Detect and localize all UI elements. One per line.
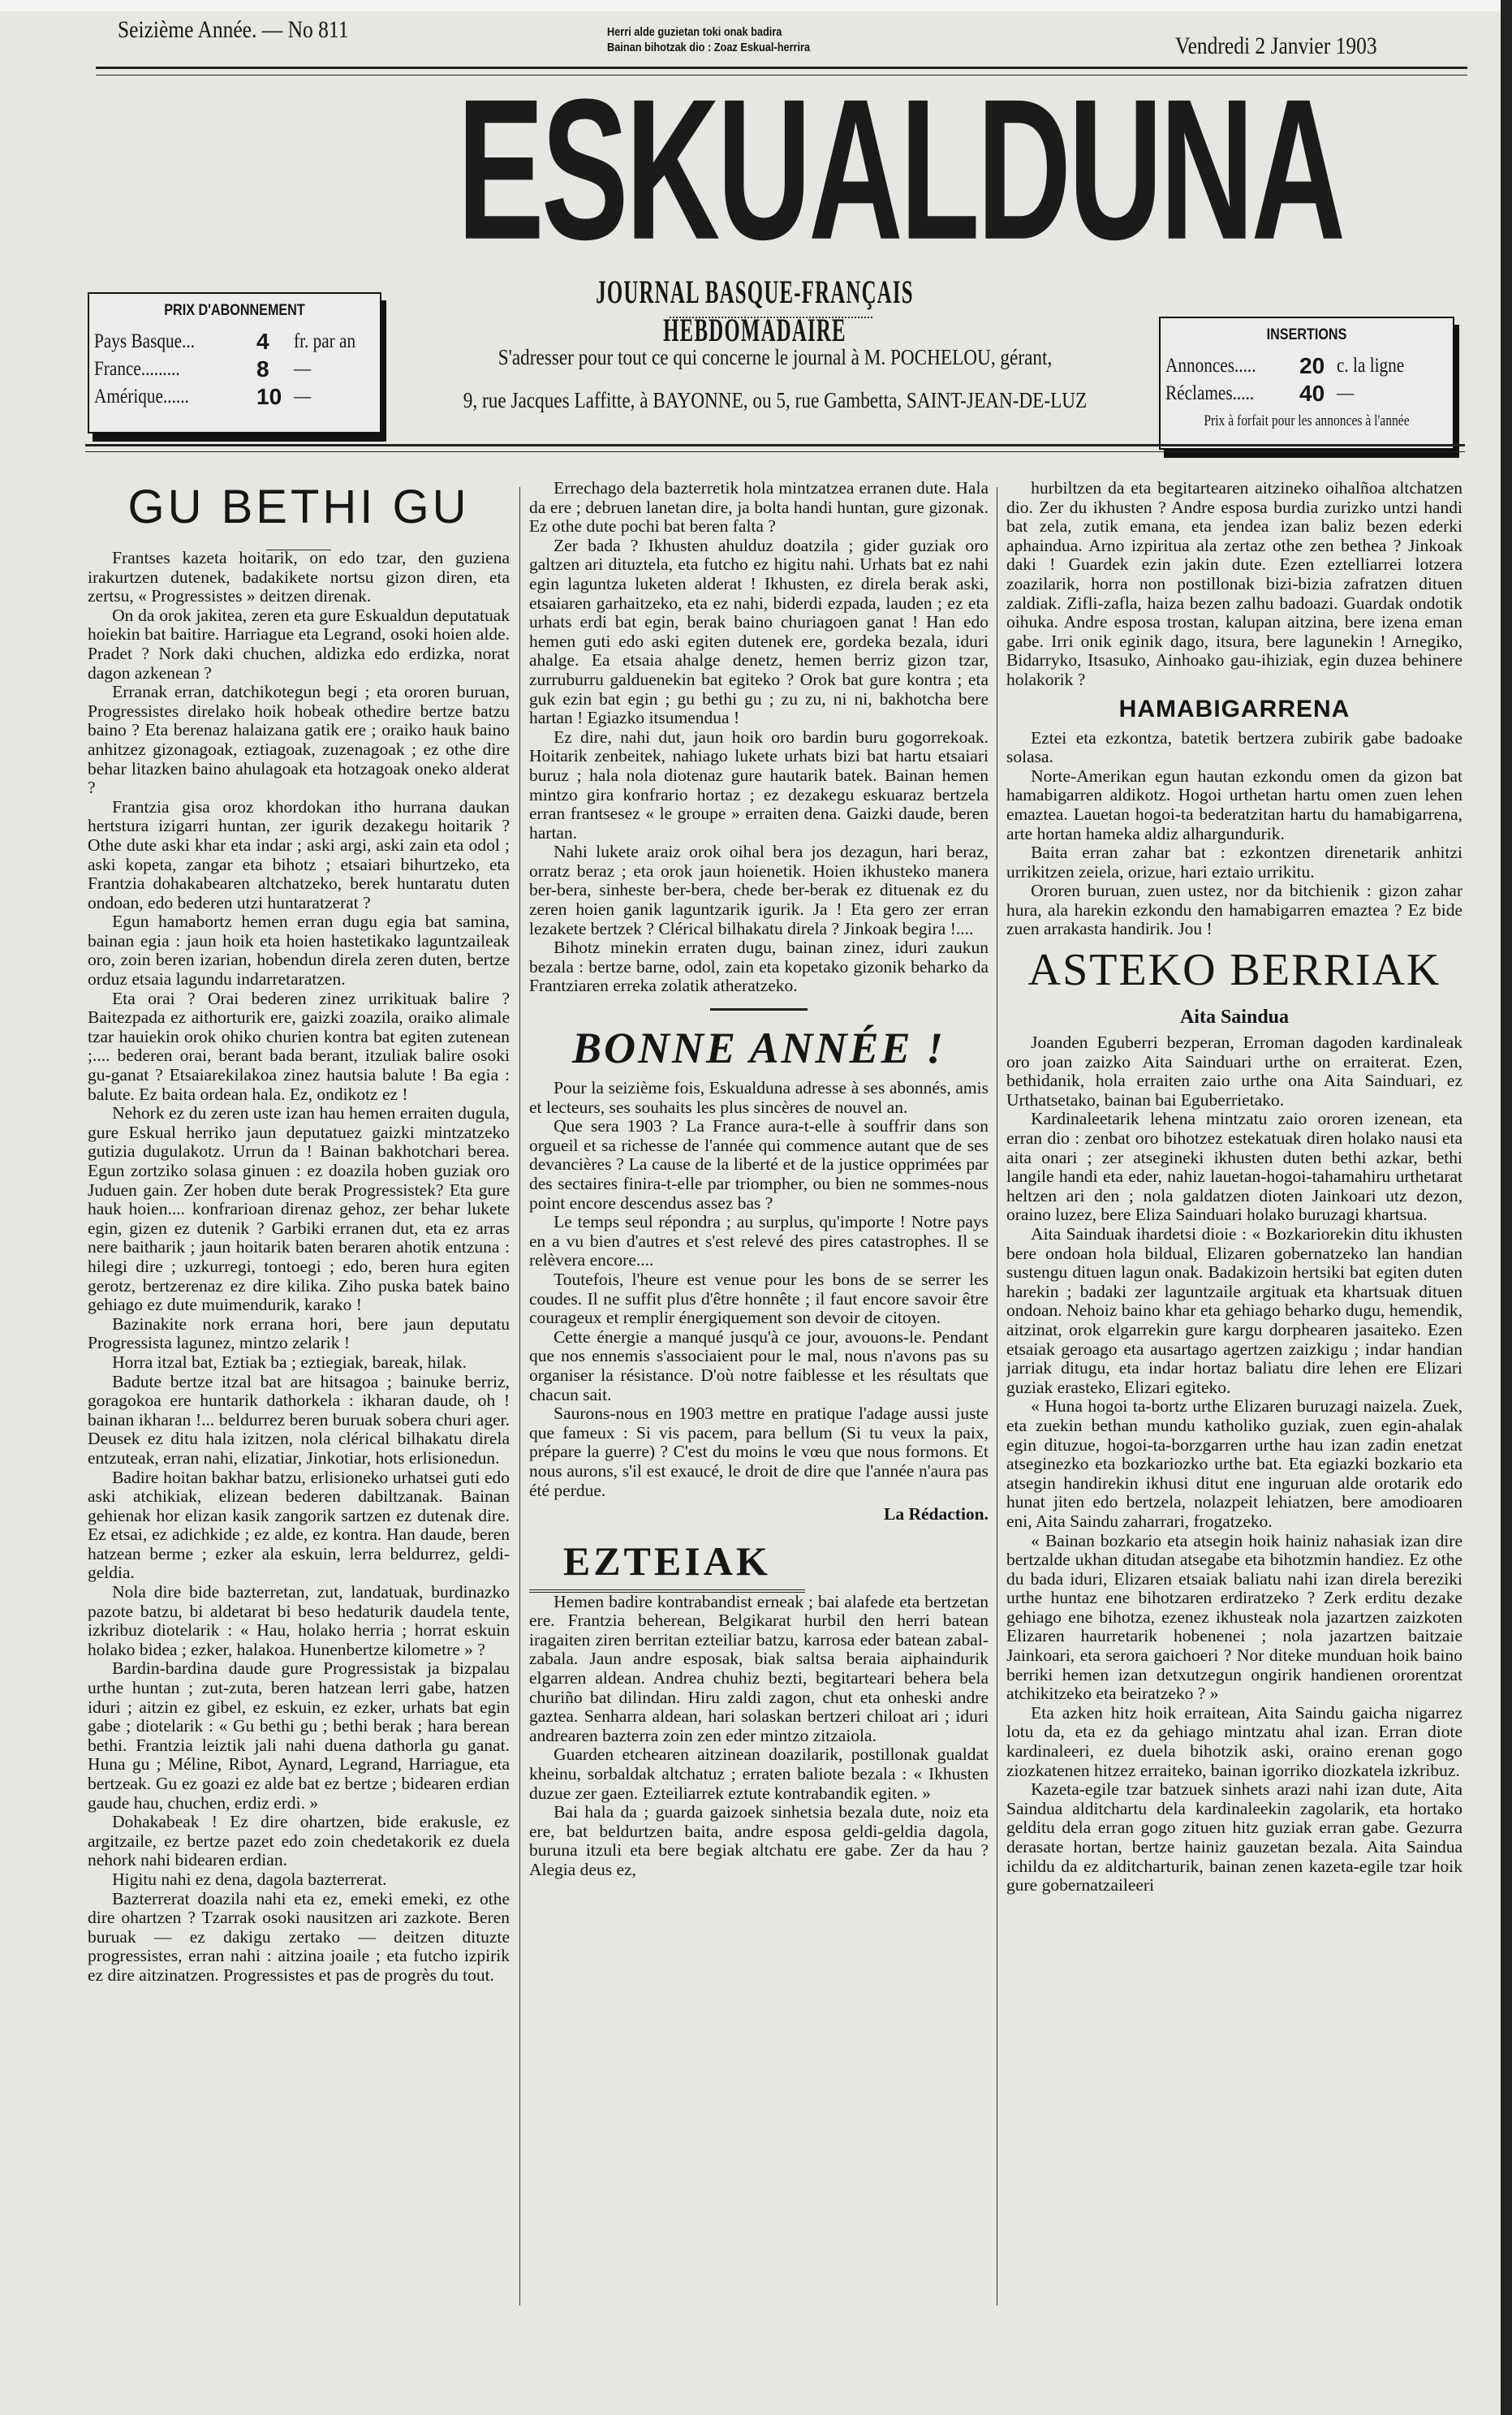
insertions-row [1161, 380, 1453, 408]
row-unit: — [1337, 382, 1355, 404]
header-bottom-rule [85, 451, 1465, 452]
article-heading: BONNE ANNÉE ! [571, 1024, 946, 1073]
article-paragraph: Frantses kazeta hoitarik, on edo tzar, den guziena irakurtzen dutenek, badakikete nortsu gizon diren, eta zertsu, « Progressistes » deitzen direnak. [88, 548, 510, 606]
row-value: 8 [256, 356, 269, 382]
article-paragraph: Kazeta-egile tzar batzuek sinhets arazi nahi izan dute, Aita Saindua alditchartu dela kardinaleekin zagolarik, eta hortako gelditu dela erran gogo zituen hitz guziak erran gabe. Gezurra derasate hortan, bertze hainiz gauzetan bezala. Aita Saindua ichildu da ez alditcharturik, bainan zenen kazeta-egile tzar hoik gure gobernatzaileeri [1006, 1779, 1462, 1895]
motto-line-1: Herri alde guzietan toki onak badira [607, 25, 782, 39]
article-paragraph: Ez dire, nahi dut, jaun hoik oro bardin buru gogorrekoak. Hoitarik zenbeitek, nahiago lukete urhats bizi bat hartu etsaiari buruz ; hala nola diotenaz gure hautarik batek. Bainan hemen mintzo gira konfrario hortaz ; ez dezakegu eskuaraz bertzela erran frantsesez « le groupe » erraiten dena. Gaizki daude, beren hartan. [529, 727, 989, 843]
article-paragraph: On da orok jakitea, zeren eta gure Eskualdun deputatuak hoiekin bat baitire. Harriague eta Legrand, osoki hoien alde. Pradet ? Nork daki chuchen, aldizka edo erdizka, norat dagon azkenean ? [88, 605, 510, 683]
column-divider [519, 487, 520, 2305]
article-paragraph: Higitu nahi ez dena, dagola bazterrerat. [112, 1869, 387, 1889]
article-paragraph: Toutefois, l'heure est venue pour les bons de se serrer les coudes. Il ne suffit plus d'être honnête ; il faut encore savoir être courageux et remplir énergiquement son devoir de citoyen. [529, 1269, 989, 1328]
row-unit: c. la ligne [1337, 355, 1405, 377]
row-unit: fr. par an [294, 330, 356, 352]
article-paragraph: hurbiltzen da eta begitartearen aitzineko oihalñoa altchatzen dio. Zer du ikhusten ? Andre esposa burdia zurizko untzi handi bat zela, zutik emana, eta jendea izan baliz bezen ederki aphaindua. Arno izpiritua ala zertaz othe zen bethea ? Jinkoak daki ! Guardek ezin jakin dute. Ezen eztelliarrei lotzera zoazilarik, horra non postillonak bizi-bizia zafratzen dituen zaldiak. Zifli-zafla, haiza bezen zalhu badoazi. Guardak ondotik oihuka. Andre esposa trostan, kalupan aitzina, bere izena eman gabe. Irri onik eginik dago, itsura, bere lagunekin ! Arnegiko, Bidarryko, Itsasuko, Ainhoako gau-ihiziak, egin duzea behinere holakorik ? [1006, 479, 1462, 689]
row-unit: — [294, 358, 312, 380]
article-paragraph: Le temps seul répondra ; au surplus, qu'importe ! Notre pays en a vu bien d'autres et s'est relevé des pires catastrophes. Il se relèvera encore.... [529, 1212, 989, 1270]
insertions-box [1159, 317, 1454, 450]
ornamental-divider [88, 536, 510, 549]
scan-border-right [1501, 0, 1512, 2415]
row-label: Annonces..... [1165, 355, 1256, 377]
article-paragraph: Eta azken hitz hoik erraitean, Aita Saindu gaicha nigarrez lotu da, eta ez da gehiago mintzatu ahal izan. Erran diote kardinaleeri, ez duela bihotzik aski, oraino erenan gogo ziozkatenen hitzez erraiteko, bainan igorriko diozkatela izkribuz. [1006, 1702, 1462, 1780]
squiggle-divider [670, 317, 872, 318]
article-paragraph: Nola dire bide bazterretan, zut, landatuak, burdinazko pazote batzu, bi aldetarat bi beso hedaturik daudela tente, izkribuz diotelarik : « Hau, holako herria ; horrat eskuin holako bidea ; ezker, halakoa. Hunenbertze kilometre » ? [88, 1582, 510, 1659]
signature: La Rédaction. [884, 1504, 989, 1524]
subscription-row [89, 356, 380, 383]
row-value: 20 [1299, 353, 1325, 378]
article-paragraph: Norte-Amerikan egun hautan ezkondu omen da gizon bat hamabigarren aldikotz. Hogoi urthetan hartu omen zuen lehen emaztea. Lauetan hogoi-ta bederatzitan hartu du hamabigarrena, arte hortan hameka aldiz alhargundurik. [1006, 765, 1462, 843]
article-paragraph: Eztei eta ezkontza, batetik bertzera zubirik gabe badoake solasa. [1006, 727, 1462, 767]
article-paragraph: Eta orai ? Orai bederen zinez urrikituak balire ? Baitezpada ez aithorturik ere, gaizki zoazila, oraiko alimale tzar hauiekin orok ohiko churien kontra bat egiten zutenean ;.... bederen orai, berant bada berant, itzuliak balire osoki gu-ganat ? Etsaiarekilakoa zinez hautsia balute ! Ba egia : balute. Ez baita ordean hala. Ez, ondikotz ez ! [88, 988, 510, 1104]
article-paragraph: Saurons-nous en 1903 mettre en pratique l'adage aussi juste que fameux : Si vis pacem, para bellum (Si tu veux la paix, prépare la guerre) ? C'est du moins le vœu que nous formons. Et nous aurons, s'il est exaucé, le droit de dire que l'année n'aura pas été perdue. [529, 1404, 989, 1500]
header-bottom-rule [85, 444, 1465, 446]
divider-rule [710, 1008, 808, 1011]
article-paragraph: Pour la seizième fois, Eskualduna adresse à ses abonnés, amis et lecteurs, ses souhaits les plus sincères de nouvel an. [529, 1078, 989, 1117]
article-paragraph: Bai hala da ; guarda gaizoek sinhetsia bezala dute, noiz eta ere, bat beldurtzen baita, andre esposa geldi-geldia dagola, buruna itzuli eta bere begiak altchatu ere gabe. Zer da hau ? Alegia deus ez, [529, 1802, 989, 1879]
row-label: France......... [94, 358, 180, 380]
row-label: Pays Basque... [94, 330, 195, 352]
column-2 [529, 479, 989, 2315]
subscription-title: PRIX D'ABONNEMENT [164, 302, 305, 319]
article-paragraph: Joanden Eguberri bezperan, Erroman dagoden kardinaleak oro joan zaizko Aita Sainduari urthe on erraiterat. Ezen, bethidanik, hola erraiten zaio urthe ona Aita Sainduari, ez Urthatsetako, bainan bai Eguberrietako. [1006, 1033, 1462, 1110]
article-paragraph: Hemen badire kontrabandist erneak ; bai alafede eta bertzetan ere. Frantzia beherean, Belgikarat hurbil den herri batean iragaiten ziren berritan ezteiliar batzu, karrosa eder batean zabal-zabala. Jaun andre esposak, biak saltsa beraia aiphaindurik elgarren aldean. Andrea chuhiz bezti, begitarteari behera bela churiño bat dilindan. Hiru zaldi zagon, chut eta onheski andre gaztea. Senharra aldean, hari solaskan bertzeri chiloat ari ; iduri andrearen bazterra zoin zen eder mintzo zitzaiola. [529, 1591, 989, 1745]
row-value: 4 [256, 329, 269, 354]
row-unit: — [294, 386, 312, 408]
article-heading: ASTEKO BERRIAK [1027, 945, 1441, 996]
article-paragraph: Que sera 1903 ? La France aura-t-elle à souffrir dans son orgueil et sa richesse de l'année qui commence autant que de ses devancières ? La cause de la liberté et de la justice opprimées par des sectaires finira-t-elle par triompher, ou bien ne sommes-nous point encore descendus assez bas ? [529, 1116, 989, 1213]
insertions-row [1161, 352, 1453, 380]
article-paragraph: Aita Sainduak ihardetsi dioie : « Bozkariorekin ditu ikhusten bere ondoan hola bildual, Elizaren gobernatzeko lan handian sustengu dituen lagun onak. Badakizoin hertsiki bat egiten duten harekin ; badaki zer laguntzaile argituak eta khartsuak dituen ondoan. Nehoiz baino khar eta gehiago beharko dugu, hemendik, aitzinat, orok elgarrekin gure kargu dorphearen jasaiteko. Ezen etsaiak geroago eta ausartago agertzen zaizkigu ; indar handian jarriak ditugu, eta indar hortaz baliatu dire lehen ere Elizari guziak erasteko, Elizari egiteko. [1006, 1224, 1462, 1397]
issue-date: Vendredi 2 Janvier 1903 [1175, 32, 1377, 59]
article-paragraph: Bazterrerat doazila nahi eta ez, emeki emeki, ez othe dire ohartzen ? Tzarrak osoki nausitzen ari zazkote. Beren buruak — ez dakigu zertako — deitzen dituzte progressistes, erran nahi : aitzina joaile ; eta futcho izpirik ez dire aitzinatzen. Progressistes et pas de progrès du tout. [88, 1888, 510, 1985]
article-paragraph: Zer bada ? Ikhusten ahulduz doatzila ; gider guziak oro galtzen ari dituztela, eta futcho ez higitu nahi. Urhats bat ez nahi egin laguntza luketen alderat ! Ikhusten, ez direla berak aski, etsaiaren garhaitzeko, eta ez nahi, biderdi ezpada, lauden ; ez eta urhats erdi bat egin, berak baino churiagoen ganat ! Han edo hemen guti edo aski egiten dutenek ere, gordeka bezala, iduri ahalge. Ea etsaia ahalge denetz, hemen berriz gizon tzar, zurruburru galduenekin bat egiteko ? Orok bat gure kontra ; eta guk ezin bat egin ; gu bethi gu ; zu zu, ni ni, bakhotcha bere hartan ! Egiazko itsumendua ! [529, 535, 989, 728]
article-paragraph: « Huna hogoi ta-bortz urthe Elizaren buruzagi naizela. Zuek, eta zuekin bethan mundu katholiko guziak, zuen egin-ahalak egin dituzue, hogoi-ta-borzgarren urthe hau izan zadin enetzat atseginezko eta bozkariozko urthe bat. Eta egiazki bozkario eta atsegin handirekin ikhusi ditut ene inguruan alde orotarik edo hunat jiten edo bertzela, nolazpeit lehiatzen, bere amodioaren eni, Aita Saindu zaharrari, frogatzeko. [1006, 1396, 1462, 1531]
subscription-row [89, 383, 380, 411]
article-paragraph: Frantzia gisa oroz khordokan itho hurrana daukan hertstura izigarri huntan, zer igurik dezakegu hoitarik ? Othe dute aski khar eta indar ; aski argi, aski zain eta odol ; aski kopeta, zangar eta bihotz ; etsaiari bihurtzeko, eta Frantzia dohakabearen altchatzeko, berek huntaratu duten ondoan, edo bederen utzi huntaratzerat ? [88, 796, 510, 912]
article-paragraph: Egun hamabortz hemen erran dugu egia bat samina, bainan egia : jaun hoik eta hoien hastetikako laguntzaileak oro, zoin beren izarian, hobendun direla zeren duten, bertze orduz etsaia lagundu indarretaratzen. [88, 912, 510, 990]
article-paragraph: Badire hoitan bakhar batzu, erlisioneko urhatsei guti edo aski atchikiak, elizean bederen dabiltzanak. Bainan gehienak hor elizan kasik zangorik sartzen ez dutenak dire. Ez etsai, ez adichkide ; ez alde, ez kontra. Han daude, beren hatzean berme ; ezker ala eskuin, lerra beldurrez, geldi-geldia. [88, 1467, 510, 1583]
article-heading: GU BETHI GU [127, 481, 470, 533]
article-paragraph: « Bainan bozkario eta atsegin hoik hainiz nahasiak izan dire bertzalde ukhan ditudan atsegabe eta bihotzmin handiez. Ez othe du bada iduri, Elizaren etsaiak baliatu nahi izan direla bereziki urthe huntaz ene bihotzaren erdiratzeko ? Zerk erditu dezake gehiago ene bihotza, ezenez ikhusteak nola jazartzen zaizkoten Elizaren haurretarik hobenenei ; nola jazartzen baitzaie Jainkoari, eta serora gaichoeri ? Nor diteke munduan hoik baino berriki hemen izan detxutzegun ongirik handienen ororentzat atchikitzeko eta beiratzeko ? » [1006, 1530, 1462, 1704]
article-paragraph: Erranak erran, datchikotegun begi ; eta ororen buruan, Progressistes direlako hoik hobeak othedire bertze batzu baino ? Eta berenaz halaizana gatik ere ; oraiko hauk baino anhitzez gizonagoak, eztiagoak, zuzenagoak ; ez othe dire behar litazken baino ahulagoak eta hotzagoak oneko alderat ? [88, 682, 510, 798]
article-paragraph: Errechago dela bazterretik hola mintzatzea erranen dute. Hala da ere ; debruen lanetan dire, ja bolta handi huntan, gure gizonak. Ez othe dute pochi bat beren falta ? [529, 479, 989, 537]
column-3 [1006, 479, 1462, 2315]
article-paragraph: Kardinaleetarik lehena mintzatu zaio ororen izenean, eta erran dio : zenbat oro bihotzez estekatuak diren holako nausi eta aita onari ; zer atsegineki ikhusten duten bethi azkar, bethi langile handi eta eder, nahiz lauetan-hogoi-tahamahiru urthetarat heltzen ari den ; nola galdatzen dioten Jainkoari utz dezon, oraino luzez, bere Eliza Sainduari holako buruzagi khartsua. [1006, 1109, 1462, 1225]
article-paragraph: Dohakabeak ! Ez dire ohartzen, bide erakusle, ez argitzaile, ez bertze pazet edo zoin chedetakorik ez duela nehork nahi bidearen erdian. [88, 1812, 510, 1870]
article-paragraph: Bardin-bardina daude gure Progressistak ja bizpalau urthe huntan ; zut-zuta, beren hatzean lerri gabe, hatzen iduri ; aitzin ez gibel, ez eskuin, ez ezker, urhats bat egin gabe ; diotelarik : « Gu bethi gu ; bethi berak ; hara berean bethi. Frantzia leiztik jali nahi duena dathorla gu ganat. Huna gu ; Méline, Ribot, Aynard, Legrand, Harriague, eta bertzeak. Gu ez goazi ez alde bat ez bertze ; bidearen erdian gaude hau, chuchen, erdiz erdi. » [88, 1658, 510, 1813]
issue-number: Seizième Année. — No 811 [118, 16, 349, 43]
article-paragraph: Nahi lukete araiz orok oihal bera jos dezagun, hari beraz, orratz beraz ; eta orok jaun hoienetik. Hoien ikhusteko manera ber-bera, sinheste ber-bera, chede ber-berak ez dituenak ez du zeren hoien ganik laguntzarik igurik. Ja ! Eta gero zer erran lezakete bertzek ? Clérical bilhakatu direla ? Jinkoak begira !.... [529, 842, 989, 938]
masthead-title: ESKUALDUNA [457, 58, 1343, 282]
article-paragraph: Horra itzal bat, Eztiak ba ; eztiegiak, bareak, hilak. [112, 1352, 467, 1372]
article-paragraph: Guarden etchearen aitzinean doazilarik, postillonak gualdat kheinu, sorbaldak altchatuz ; erraten baliote bezala : « Ikhusten duzue zer gaen. Ezteiliarrek eztute kontrabandik egiten. » [529, 1744, 989, 1803]
subscription-row [89, 328, 380, 356]
address-line-1: S'adresser pour tout ce qui concerne le journal à M. POCHELOU, gérant, [498, 345, 1053, 369]
row-value: 10 [256, 384, 282, 409]
article-paragraph: Nehork ez du zeren uste izan hau hemen erraiten dugula, gure Eskual herriko jaun deputatuez gaizki mintzatzeko gutizia dugulakotz. Urrun da ! Bainan bakhotchari berea. Egun zortziko solasa ginuen : ez doazila hoben guziak oro Juduen gain. Zer hoben dute berak Progressistek? Eta gure hauk hoien.... konfrarioan direnaz gehoz, zer behar lukete egin, gizen ez dutenik ? Garbiki erranen dut, eta ez arras nere baitharik ; jaun hoitarik baten beraren ahotik entzuna : hilegi dire ; uzkurregi, tontoegi ; edo, beren hura egiten gerotz, bertzerenaz ez dire kilika. Ziho puska batek baino gehiago ez dute muimendurik, karako ! [88, 1103, 510, 1315]
row-value: 40 [1299, 381, 1325, 406]
article-paragraph: Bihotz minekin erraten dugu, bainan zinez, iduri zaukun bezala : bertze barne, odol, zain eta kopetako gizonik beharko da Frantziaren erreka zolatik atheratzeko. [529, 938, 989, 996]
article-heading: Aita Saindua [1179, 1007, 1290, 1029]
column-1 [88, 479, 510, 2315]
ornamental-divider [529, 996, 989, 1017]
article-paragraph: Bazinakite nork errana hori, bere jaun deputatu Progressista lagunez, mintzo zelarik ! [88, 1313, 510, 1353]
article-paragraph: Cette énergie a manqué jusqu'à ce jour, avouons-le. Pendant que nos ennemis s'associaient pour le mal, nous n'avons pas su organiser la résistance. D'où notre faiblesse et les résultats que chacun sait. [529, 1326, 989, 1404]
motto [607, 24, 810, 55]
article-paragraph: Ororen buruan, zuen ustez, nor da bitchienik : gizon zahar hura, ala harekin ezkondu den hamabigarren emaztea ? Ez bide zuen arrakasta handirik. Jou ! [1006, 881, 1462, 939]
subscription-box [88, 292, 381, 433]
address-line-2: 9, rue Jacques Laffitte, à BAYONNE, ou 5, rue Gambetta, SAINT-JEAN-DE-LUZ [463, 388, 1088, 412]
insertions-note: Prix à forfait pour les annonces à l'année [1204, 412, 1410, 429]
row-label: Réclames..... [1165, 382, 1255, 404]
article-heading: HAMABIGARRENA [1118, 695, 1350, 722]
scan-border-top [0, 0, 1512, 11]
masthead-subtitle: JOURNAL BASQUE-FRANÇAIS HEBDOMADAIRE [596, 274, 914, 348]
article-paragraph: Badute bertze itzal bat are hitsagoa ; bainuke berriz, goragokoa ere huntarik dathorkela : ikharan daude, oh ! bainan ikharan !... beldurrez beren buruak sobera churi ager. Deusek ez ditu hala izitzen, nola clérical bilhakatu direla entzuteak, erran nahi, elizatiar, Jinkotiar, hots erlisionedun. [88, 1371, 510, 1468]
row-label: Amérique...... [94, 386, 189, 408]
article-heading: EZTEIAK [529, 1533, 805, 1593]
article-paragraph: Baita erran zahar bat : ezkontzen direnetarik anhitzi urrikitzen zeiela, orizue, hari eztaio urrikitu. [1006, 843, 1462, 882]
motto-line-2: Bainan bihotzak dio : Zoaz Eskual-herrira [607, 41, 811, 54]
insertions-title: INSERTIONS [1266, 326, 1347, 343]
